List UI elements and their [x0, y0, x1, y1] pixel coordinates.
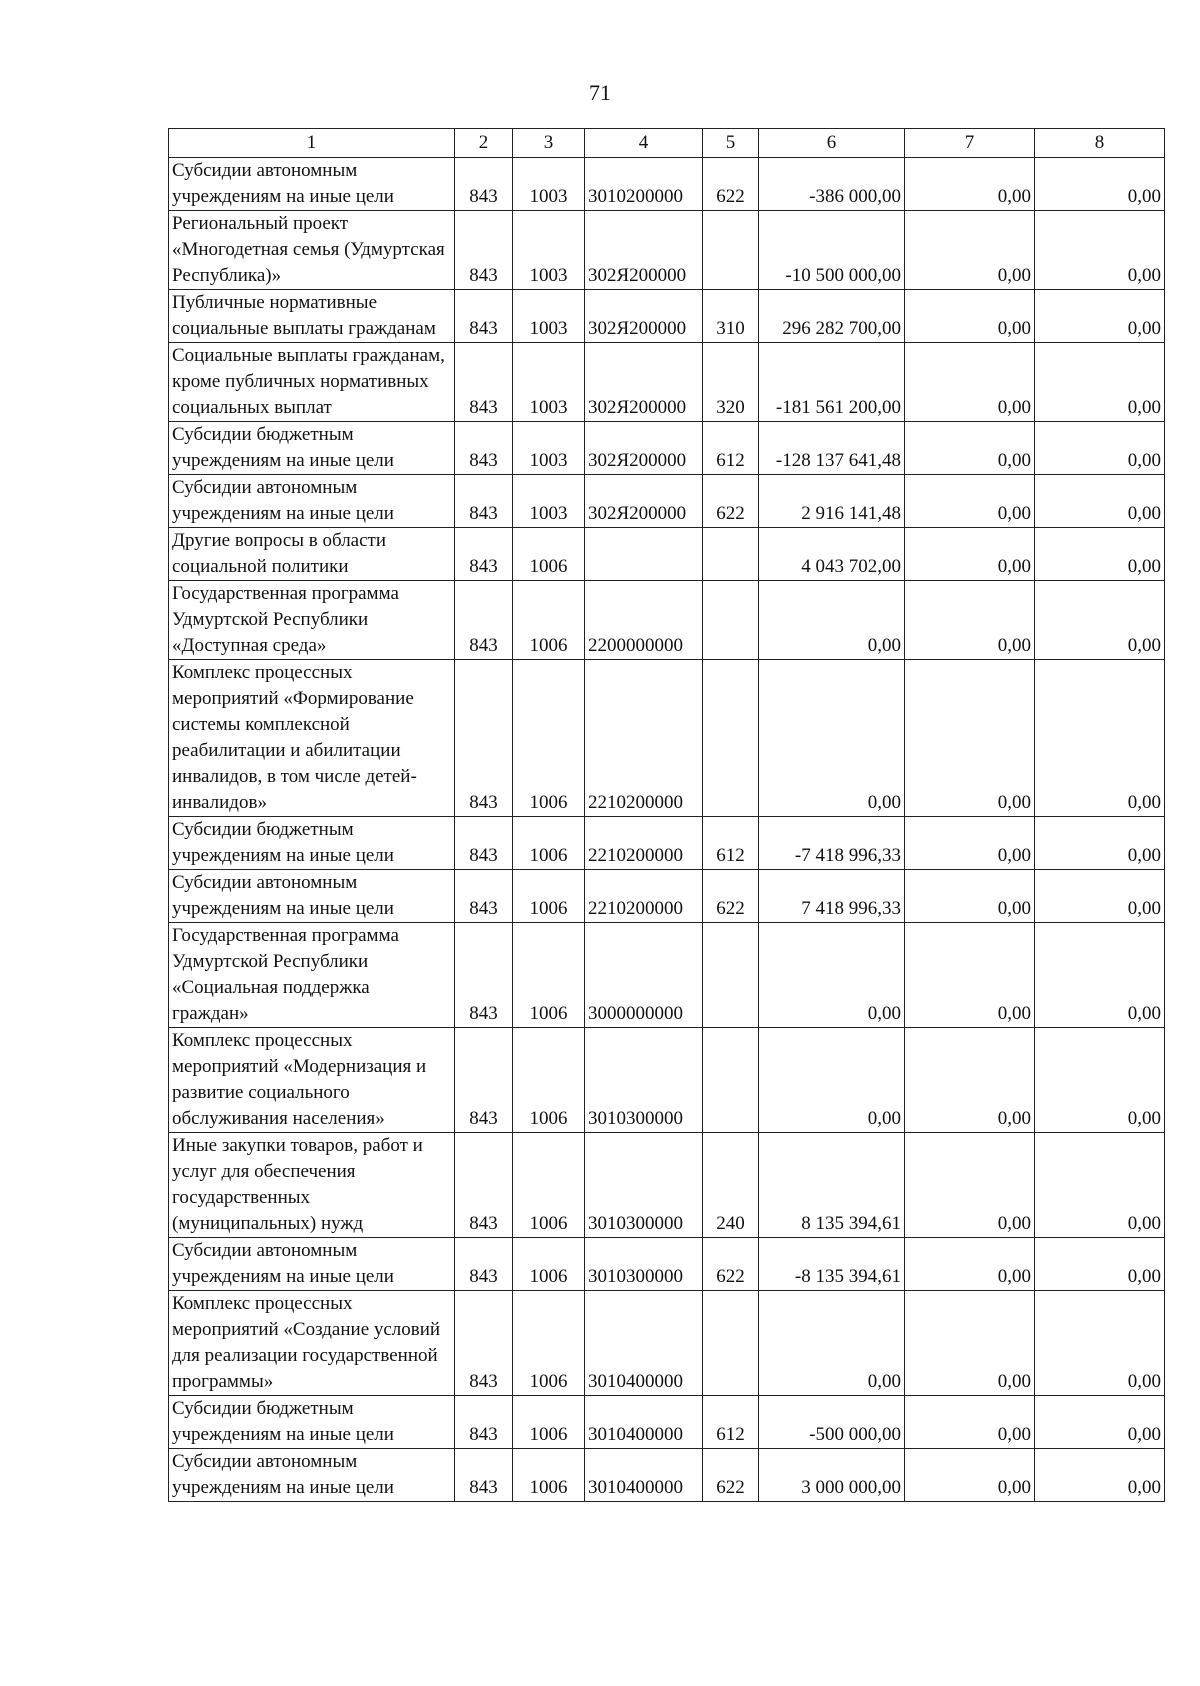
section-code-cell: 1003 [513, 158, 585, 211]
item-name-cell: Комплекс процессных мероприятий «Формирование системы комплексной реабилитации и абилитации инвалидов, в том числе детей-инвалидов» [169, 660, 455, 817]
section-code-cell: 1003 [513, 422, 585, 475]
amount-year2-cell: 0,00 [905, 290, 1035, 343]
item-name-cell: Социальные выплаты гражданам, кроме публичных нормативных социальных выплат [169, 343, 455, 422]
item-name-cell: Публичные нормативные социальные выплаты гражданам [169, 290, 455, 343]
table-row [169, 1291, 1165, 1396]
amount-cell: 0,00 [759, 660, 905, 817]
section-code-cell: 1006 [513, 528, 585, 581]
header-col-4: 4 [585, 129, 703, 158]
target-article-cell: 302Я200000 [585, 290, 703, 343]
amount-cell: 4 043 702,00 [759, 528, 905, 581]
table-row [169, 422, 1165, 475]
table-row [169, 475, 1165, 528]
item-name-cell: Субсидии автономным учреждениям на иные цели [169, 870, 455, 923]
table-row [169, 1238, 1165, 1291]
ministry-code-cell: 843 [455, 343, 513, 422]
ministry-code-cell: 843 [455, 290, 513, 343]
amount-year3-cell: 0,00 [1035, 290, 1165, 343]
amount-year3-cell: 0,00 [1035, 1238, 1165, 1291]
ministry-code-cell: 843 [455, 660, 513, 817]
ministry-code-cell: 843 [455, 817, 513, 870]
amount-cell: -181 561 200,00 [759, 343, 905, 422]
amount-year2-cell: 0,00 [905, 870, 1035, 923]
target-article-cell [585, 528, 703, 581]
amount-year2-cell: 0,00 [905, 211, 1035, 290]
target-article-cell: 3010300000 [585, 1028, 703, 1133]
amount-cell: 0,00 [759, 923, 905, 1028]
amount-year3-cell: 0,00 [1035, 158, 1165, 211]
target-article-cell: 3000000000 [585, 923, 703, 1028]
table-header-row [169, 129, 1165, 158]
section-code-cell: 1006 [513, 923, 585, 1028]
header-col-1: 1 [169, 129, 455, 158]
expense-type-cell [703, 581, 759, 660]
amount-cell: 3 000 000,00 [759, 1449, 905, 1502]
ministry-code-cell: 843 [455, 1291, 513, 1396]
item-name-cell: Субсидии бюджетным учреждениям на иные цели [169, 1396, 455, 1449]
header-col-6: 6 [759, 129, 905, 158]
ministry-code-cell: 843 [455, 158, 513, 211]
amount-year3-cell: 0,00 [1035, 211, 1165, 290]
target-article-cell: 2200000000 [585, 581, 703, 660]
amount-year3-cell: 0,00 [1035, 870, 1165, 923]
section-code-cell: 1003 [513, 290, 585, 343]
table-row [169, 1133, 1165, 1238]
page-number: 71 [589, 80, 611, 105]
expense-type-cell: 622 [703, 870, 759, 923]
table-row [169, 923, 1165, 1028]
ministry-code-cell: 843 [455, 528, 513, 581]
expense-type-cell: 612 [703, 817, 759, 870]
expense-type-cell [703, 528, 759, 581]
item-name-cell: Региональный проект «Многодетная семья (Удмуртская Республика)» [169, 211, 455, 290]
target-article-cell: 3010400000 [585, 1449, 703, 1502]
amount-cell: 0,00 [759, 1291, 905, 1396]
amount-year3-cell: 0,00 [1035, 1449, 1165, 1502]
ministry-code-cell: 843 [455, 870, 513, 923]
expense-type-cell: 622 [703, 1238, 759, 1291]
target-article-cell: 2210200000 [585, 660, 703, 817]
expense-type-cell: 622 [703, 475, 759, 528]
section-code-cell: 1003 [513, 211, 585, 290]
header-col-5: 5 [703, 129, 759, 158]
header-col-7: 7 [905, 129, 1035, 158]
amount-year2-cell: 0,00 [905, 817, 1035, 870]
item-name-cell: Государственная программа Удмуртской Республики «Социальная поддержка граждан» [169, 923, 455, 1028]
item-name-cell: Субсидии автономным учреждениям на иные цели [169, 1449, 455, 1502]
amount-cell: -8 135 394,61 [759, 1238, 905, 1291]
header-col-2: 2 [455, 129, 513, 158]
item-name-cell: Государственная программа Удмуртской Республики «Доступная среда» [169, 581, 455, 660]
item-name-cell: Субсидии бюджетным учреждениям на иные цели [169, 817, 455, 870]
section-code-cell: 1006 [513, 581, 585, 660]
expense-type-cell [703, 660, 759, 817]
amount-year2-cell: 0,00 [905, 660, 1035, 817]
amount-year3-cell: 0,00 [1035, 475, 1165, 528]
expense-type-cell: 310 [703, 290, 759, 343]
section-code-cell: 1003 [513, 475, 585, 528]
amount-year3-cell: 0,00 [1035, 581, 1165, 660]
table-row [169, 290, 1165, 343]
amount-year2-cell: 0,00 [905, 1028, 1035, 1133]
expense-type-cell: 320 [703, 343, 759, 422]
amount-year3-cell: 0,00 [1035, 1291, 1165, 1396]
ministry-code-cell: 843 [455, 211, 513, 290]
amount-year2-cell: 0,00 [905, 1238, 1035, 1291]
section-code-cell: 1006 [513, 660, 585, 817]
expense-type-cell: 612 [703, 1396, 759, 1449]
amount-year3-cell: 0,00 [1035, 660, 1165, 817]
amount-year2-cell: 0,00 [905, 923, 1035, 1028]
ministry-code-cell: 843 [455, 1238, 513, 1291]
amount-year3-cell: 0,00 [1035, 1028, 1165, 1133]
ministry-code-cell: 843 [455, 475, 513, 528]
section-code-cell: 1006 [513, 1449, 585, 1502]
section-code-cell: 1006 [513, 1238, 585, 1291]
table-row [169, 528, 1165, 581]
expense-type-cell: 622 [703, 158, 759, 211]
target-article-cell: 302Я200000 [585, 475, 703, 528]
target-article-cell: 302Я200000 [585, 211, 703, 290]
target-article-cell: 2210200000 [585, 870, 703, 923]
section-code-cell: 1006 [513, 817, 585, 870]
target-article-cell: 3010300000 [585, 1238, 703, 1291]
ministry-code-cell: 843 [455, 581, 513, 660]
amount-year3-cell: 0,00 [1035, 923, 1165, 1028]
amount-year3-cell: 0,00 [1035, 817, 1165, 870]
expense-type-cell [703, 1028, 759, 1133]
ministry-code-cell: 843 [455, 1133, 513, 1238]
section-code-cell: 1006 [513, 1396, 585, 1449]
budget-table [168, 128, 1165, 1502]
item-name-cell: Субсидии автономным учреждениям на иные цели [169, 158, 455, 211]
item-name-cell: Субсидии автономным учреждениям на иные цели [169, 1238, 455, 1291]
table-row [169, 158, 1165, 211]
amount-year2-cell: 0,00 [905, 528, 1035, 581]
amount-year2-cell: 0,00 [905, 343, 1035, 422]
table-row [169, 343, 1165, 422]
table-row [169, 581, 1165, 660]
amount-year3-cell: 0,00 [1035, 343, 1165, 422]
amount-cell: -386 000,00 [759, 158, 905, 211]
amount-year2-cell: 0,00 [905, 1396, 1035, 1449]
header-col-3: 3 [513, 129, 585, 158]
amount-cell: 2 916 141,48 [759, 475, 905, 528]
table-row [169, 1028, 1165, 1133]
amount-cell: 7 418 996,33 [759, 870, 905, 923]
amount-year2-cell: 0,00 [905, 158, 1035, 211]
target-article-cell: 3010200000 [585, 158, 703, 211]
section-code-cell: 1006 [513, 870, 585, 923]
amount-year2-cell: 0,00 [905, 475, 1035, 528]
ministry-code-cell: 843 [455, 422, 513, 475]
amount-cell: 296 282 700,00 [759, 290, 905, 343]
amount-year2-cell: 0,00 [905, 1291, 1035, 1396]
ministry-code-cell: 843 [455, 923, 513, 1028]
amount-cell: -500 000,00 [759, 1396, 905, 1449]
amount-cell: 0,00 [759, 1028, 905, 1133]
target-article-cell: 3010400000 [585, 1291, 703, 1396]
amount-year3-cell: 0,00 [1035, 528, 1165, 581]
amount-year2-cell: 0,00 [905, 1133, 1035, 1238]
table-row [169, 211, 1165, 290]
target-article-cell: 3010400000 [585, 1396, 703, 1449]
expense-type-cell: 612 [703, 422, 759, 475]
amount-cell: 0,00 [759, 581, 905, 660]
table-row [169, 817, 1165, 870]
section-code-cell: 1006 [513, 1291, 585, 1396]
expense-type-cell: 240 [703, 1133, 759, 1238]
ministry-code-cell: 843 [455, 1028, 513, 1133]
amount-year3-cell: 0,00 [1035, 1133, 1165, 1238]
amount-cell: -10 500 000,00 [759, 211, 905, 290]
item-name-cell: Субсидии автономным учреждениям на иные цели [169, 475, 455, 528]
ministry-code-cell: 843 [455, 1449, 513, 1502]
target-article-cell: 3010300000 [585, 1133, 703, 1238]
amount-year2-cell: 0,00 [905, 1449, 1035, 1502]
expense-type-cell: 622 [703, 1449, 759, 1502]
table-row [169, 1449, 1165, 1502]
ministry-code-cell: 843 [455, 1396, 513, 1449]
expense-type-cell [703, 211, 759, 290]
item-name-cell: Комплекс процессных мероприятий «Модернизация и развитие социального обслуживания населения» [169, 1028, 455, 1133]
table-row [169, 660, 1165, 817]
amount-year2-cell: 0,00 [905, 422, 1035, 475]
item-name-cell: Другие вопросы в области социальной политики [169, 528, 455, 581]
amount-year3-cell: 0,00 [1035, 1396, 1165, 1449]
item-name-cell: Субсидии бюджетным учреждениям на иные цели [169, 422, 455, 475]
amount-cell: -128 137 641,48 [759, 422, 905, 475]
section-code-cell: 1006 [513, 1133, 585, 1238]
section-code-cell: 1006 [513, 1028, 585, 1133]
amount-cell: 8 135 394,61 [759, 1133, 905, 1238]
item-name-cell: Иные закупки товаров, работ и услуг для обеспечения государственных (муниципальных) нужд [169, 1133, 455, 1238]
target-article-cell: 2210200000 [585, 817, 703, 870]
target-article-cell: 302Я200000 [585, 343, 703, 422]
header-col-8: 8 [1035, 129, 1165, 158]
expense-type-cell [703, 1291, 759, 1396]
amount-year3-cell: 0,00 [1035, 422, 1165, 475]
item-name-cell: Комплекс процессных мероприятий «Создание условий для реализации государственной программы» [169, 1291, 455, 1396]
table-row [169, 870, 1165, 923]
table-row [169, 1396, 1165, 1449]
expense-type-cell [703, 923, 759, 1028]
amount-year2-cell: 0,00 [905, 581, 1035, 660]
target-article-cell: 302Я200000 [585, 422, 703, 475]
section-code-cell: 1003 [513, 343, 585, 422]
amount-cell: -7 418 996,33 [759, 817, 905, 870]
